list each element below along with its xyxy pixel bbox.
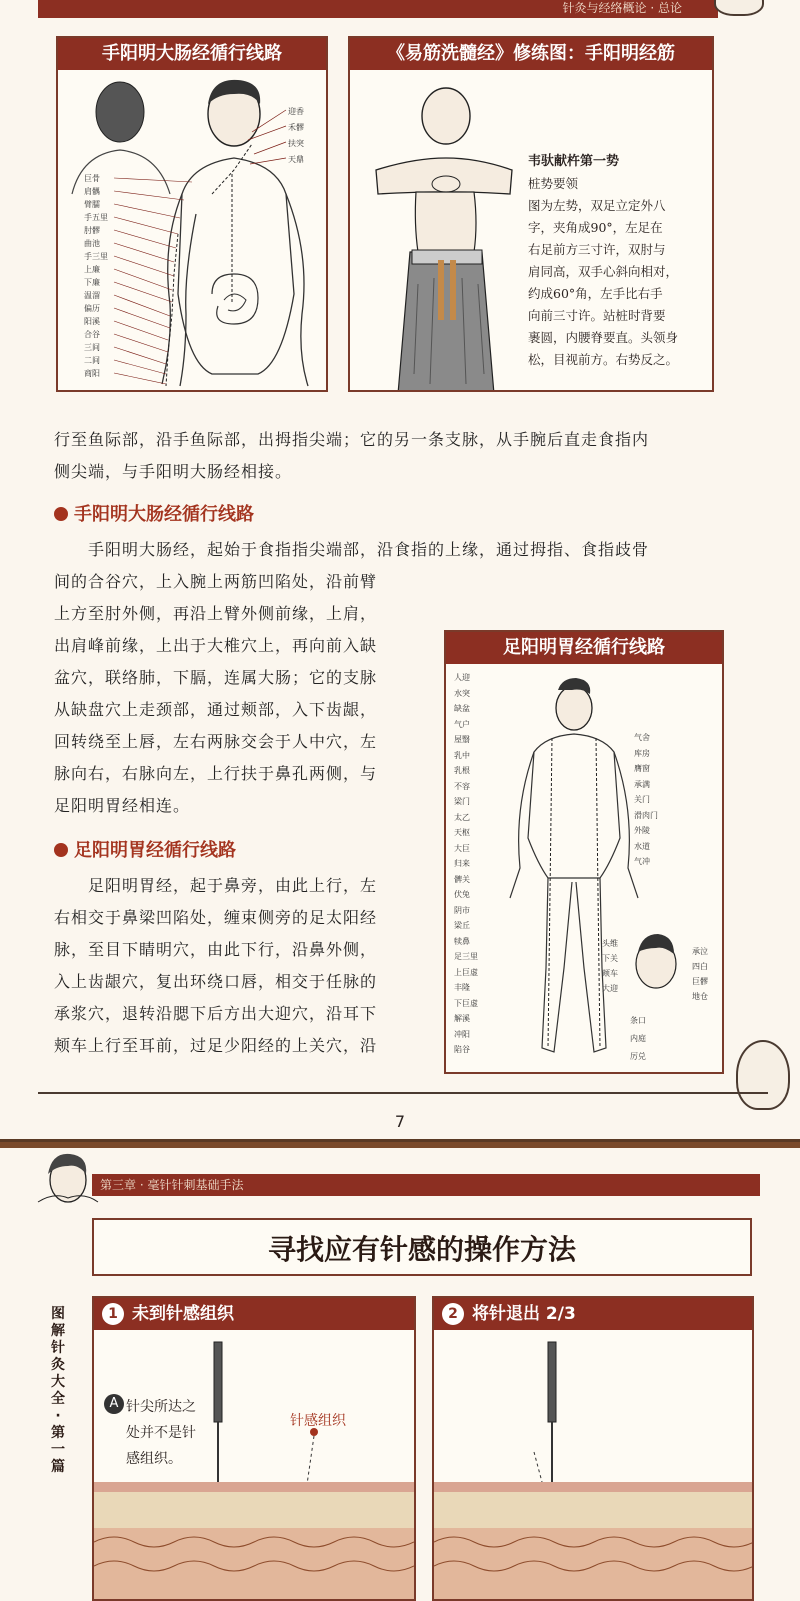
target-tissue-label: 针感组织: [290, 1413, 346, 1429]
note-line: 感组织。: [126, 1451, 182, 1467]
acupoint-label: 肩髃: [84, 187, 100, 196]
acupoint-labels-face-left: [602, 936, 618, 996]
figure-title: 《易筋洗髓经》修练图：手阳明经筋: [350, 38, 712, 70]
acupoint-label: 陷谷: [454, 1045, 470, 1054]
practice-illustration: [354, 74, 708, 386]
running-header: 第三章 · 毫针针刺基础手法: [92, 1174, 760, 1196]
side-char: 针: [51, 1340, 65, 1356]
acupoint-label: 屋翳: [454, 735, 470, 744]
section-heading-text: 手阳明大肠经循行线路: [74, 504, 254, 525]
text-line: 上方至肘外侧，再沿上臂外侧前缘，上肩，: [54, 604, 378, 623]
acupoint-label: 气舍: [634, 733, 650, 742]
side-char: 大: [51, 1374, 65, 1390]
acupoint-label: 天鼎: [288, 155, 304, 164]
acupoint-label: 阳溪: [84, 317, 100, 326]
body-paragraph: [54, 870, 424, 1062]
step-heading: [434, 1298, 752, 1330]
page-title: 寻找应有针感的操作方法: [267, 1233, 576, 1266]
caption-line: 右足前方三寸许，双肘与: [528, 242, 666, 257]
title-box: [92, 1218, 752, 1276]
acupoint-label: 臂臑: [84, 200, 100, 209]
acupoint-label: 不容: [454, 781, 470, 791]
acupoint-label: 下关: [602, 954, 618, 963]
text-line: 足阳明胃经，起于鼻旁，由此上行，左: [88, 876, 378, 895]
acupoint-label: 乳中: [454, 750, 470, 760]
acupoint-label: 合谷: [84, 330, 100, 339]
acupoint-label: 巨骨: [84, 174, 100, 183]
acupoint-label: 条口: [630, 1016, 646, 1025]
text-line: 回转绕至上唇，左右两脉交会于人中穴，左: [54, 732, 378, 751]
acupoint-label: 犊鼻: [454, 936, 470, 946]
acupoint-labels-left: [454, 670, 478, 1058]
marker-a-icon: A: [104, 1394, 124, 1414]
decorative-hand-top: [714, 0, 764, 16]
acupoint-label: 乳根: [454, 766, 470, 775]
acupoint-label: 商阳: [84, 369, 100, 378]
acupoint-label: 大迎: [602, 984, 618, 993]
decorative-portrait: [34, 1148, 100, 1206]
acupoint-label: 禾髎: [288, 123, 304, 132]
acupoint-label: 承满: [634, 779, 650, 789]
figure-title: 足阳明胃经循行线路: [446, 632, 722, 664]
acupoint-label: 手五里: [84, 213, 108, 222]
acupoint-label: 梁丘: [454, 921, 470, 930]
side-char: 全: [51, 1391, 65, 1407]
acupoint-label: 迎香: [288, 107, 304, 116]
acupoint-label: 关门: [634, 795, 650, 804]
acupoint-label: 颊车: [602, 969, 618, 978]
acupoint-label: 解溪: [454, 1014, 470, 1023]
body-outline-drawing: [450, 668, 722, 1072]
body-paragraph: [54, 424, 744, 488]
bullet-dot-icon: [54, 507, 68, 521]
text-line: 盆穴，联络肺，下膈，连属大肠；它的支脉: [54, 668, 378, 687]
text-line: 脉，至目下睛明穴，由此下行，沿鼻外侧，: [54, 940, 378, 959]
acupoint-labels-bottom: [630, 1012, 646, 1066]
acupoint-label: 冲阳: [454, 1029, 470, 1039]
acupoint-label: 阴市: [454, 905, 470, 915]
step-2-panel: [432, 1296, 754, 1601]
acupoint-label: 肘髎: [84, 226, 100, 235]
text-line: 行至鱼际部，沿手鱼际部，出拇指尖端；它的另一条支脉，从手腕后直走食指内: [54, 430, 650, 449]
caption-line: 裹圆，内腰脊要直。头领身: [528, 330, 679, 345]
acupoint-label: 下巨虚: [454, 998, 478, 1008]
side-char: 灸: [51, 1357, 65, 1373]
acupoint-label: 库房: [634, 748, 650, 758]
page-number: 7: [394, 1112, 406, 1131]
acupoint-label: 偏历: [84, 304, 100, 313]
text-line: 从缺盘穴上走颈部，通过颊部，入下齿龈，: [54, 700, 378, 719]
portrait-icon: [34, 1148, 100, 1206]
caption-line: 约成60°角，左手比右手: [528, 286, 663, 301]
text-line: 脉向右，右脉向左，上行扶于鼻孔两侧，与: [54, 764, 378, 783]
caption-subtitle: 桩势要领: [528, 176, 579, 191]
side-char: ·: [55, 1408, 61, 1424]
acupoint-label: 水突: [454, 688, 470, 698]
acupoint-label: 上廉: [84, 265, 100, 274]
side-char: 一: [51, 1442, 65, 1458]
step-number-badge: 1: [102, 1303, 124, 1325]
acupoint-label: 人迎: [454, 673, 470, 682]
running-header: 针灸与经络概论 · 总论: [38, 0, 718, 18]
acupoint-label: 天枢: [454, 828, 470, 837]
text-line: 入上齿龈穴，复出环绕口唇，相交于任脉的: [54, 972, 378, 991]
acupoint-label: 厉兑: [630, 1052, 646, 1061]
note-line: 针尖所达之: [126, 1399, 196, 1415]
step-title: 未到针感组织: [132, 1304, 234, 1324]
acupoint-label: 膺窗: [634, 764, 650, 773]
acupoint-label: 伏兔: [454, 890, 470, 899]
acupoint-label: 太乙: [454, 812, 470, 822]
figure-yijinjing-practice: [348, 36, 714, 392]
acupoint-label: 扶突: [288, 139, 304, 148]
step-note: [126, 1394, 196, 1472]
text-line: 足阳明胃经相连。: [54, 796, 191, 815]
figure-stomach-meridian: [444, 630, 724, 1074]
text-line: 颊车上行至耳前，过足少阳经的上关穴，沿: [54, 1036, 378, 1055]
acupoint-label: 丰隆: [454, 983, 470, 992]
step-title: 将针退出 2/3: [472, 1304, 576, 1324]
step-number-badge: 2: [442, 1303, 464, 1325]
acupoint-label: 四白: [692, 962, 708, 971]
bullet-dot-icon: [54, 843, 68, 857]
acupoint-label: 巨髎: [692, 977, 708, 986]
section-heading: [54, 500, 254, 526]
acupoint-label: 足三里: [454, 952, 478, 961]
figure-title: 手阳明大肠经循行线路: [58, 38, 326, 70]
meridian-illustration: [62, 74, 322, 386]
acupoint-label: 手三里: [84, 252, 108, 261]
step-1-panel: [92, 1296, 416, 1601]
caption-line: 肩同高，双手心斜向相对，: [528, 264, 679, 279]
acupoint-label: 下廉: [84, 278, 100, 287]
acupoint-label: 头维: [602, 939, 618, 948]
caption-line: 图为左势，双足立定外八: [528, 198, 666, 213]
text-line: 手阳明大肠经，起始于食指指尖端部，沿食指的上缘，通过拇指、食指歧骨: [88, 540, 650, 559]
meridian-illustration: [450, 668, 718, 1068]
footer-rule: [38, 1092, 768, 1094]
text-line: 出肩峰前缘，上出于大椎穴上，再向前入缺: [54, 636, 378, 655]
section-heading: [54, 836, 236, 862]
side-book-title: [48, 1306, 68, 1476]
acupoint-label: 大巨: [454, 843, 470, 853]
acupoint-label: 三间: [84, 343, 100, 352]
text-line: 右相交于鼻梁凹陷处，缠束侧旁的足太阳经: [54, 908, 378, 927]
acupoint-label: 缺盆: [454, 704, 470, 713]
text-line: 承浆穴，退转沿腮下后方出大迎穴，沿耳下: [54, 1004, 378, 1023]
acupoint-label: 外陵: [634, 826, 650, 835]
acupoint-label: 曲池: [84, 239, 100, 248]
acupoint-label: 髀关: [454, 874, 470, 884]
text-line: 侧尖端，与手阳明大肠经相接。: [54, 462, 293, 481]
caption-line: 字，夹角成90°，左足在: [528, 220, 663, 235]
caption-line: 松，目视前方。右势反之。: [528, 352, 679, 367]
side-char: 第: [51, 1425, 65, 1441]
acupoint-label: 水道: [634, 841, 650, 851]
section-heading-text: 足阳明胃经循行线路: [74, 840, 236, 861]
side-char: 篇: [51, 1459, 65, 1475]
acupoint-label: 气冲: [634, 857, 650, 866]
acupoint-label: 梁门: [454, 797, 470, 806]
acupoint-label: 归来: [454, 859, 470, 868]
practice-caption: [528, 150, 716, 371]
acupoint-label: 二间: [84, 356, 100, 365]
acupoint-label: 温溜: [84, 291, 100, 300]
acupoint-labels-right: [634, 730, 658, 870]
side-char: 解: [51, 1323, 65, 1339]
page-next: [0, 1148, 800, 1601]
monk-standing-drawing: [354, 74, 524, 390]
text-line: 间的合谷穴，上入腕上两筋凹陷处，沿前臂: [54, 572, 378, 591]
figure-large-intestine-meridian: [56, 36, 328, 392]
acupoint-labels-arm: [84, 172, 108, 380]
needle-withdraw-diagram: [434, 1332, 754, 1601]
caption-title: 韦驮献杵第一势: [528, 154, 620, 169]
step-heading: [94, 1298, 414, 1330]
acupoint-labels-face-right: [692, 944, 708, 1004]
side-char: 图: [51, 1306, 65, 1322]
acupoint-label: 地仓: [692, 992, 708, 1001]
decorative-hand-bottom: [736, 1040, 790, 1110]
acupoint-label: 上巨虚: [454, 967, 478, 977]
acupoint-label: 滑肉门: [634, 810, 658, 820]
caption-line: 向前三寸许。站桩时背要: [528, 308, 666, 323]
acupoint-label: 气户: [454, 719, 470, 729]
acupoint-label: 承泣: [692, 947, 708, 956]
acupoint-labels-head: [288, 104, 304, 168]
note-line: 处并不是针: [126, 1425, 196, 1441]
acupoint-label: 内庭: [630, 1034, 646, 1043]
